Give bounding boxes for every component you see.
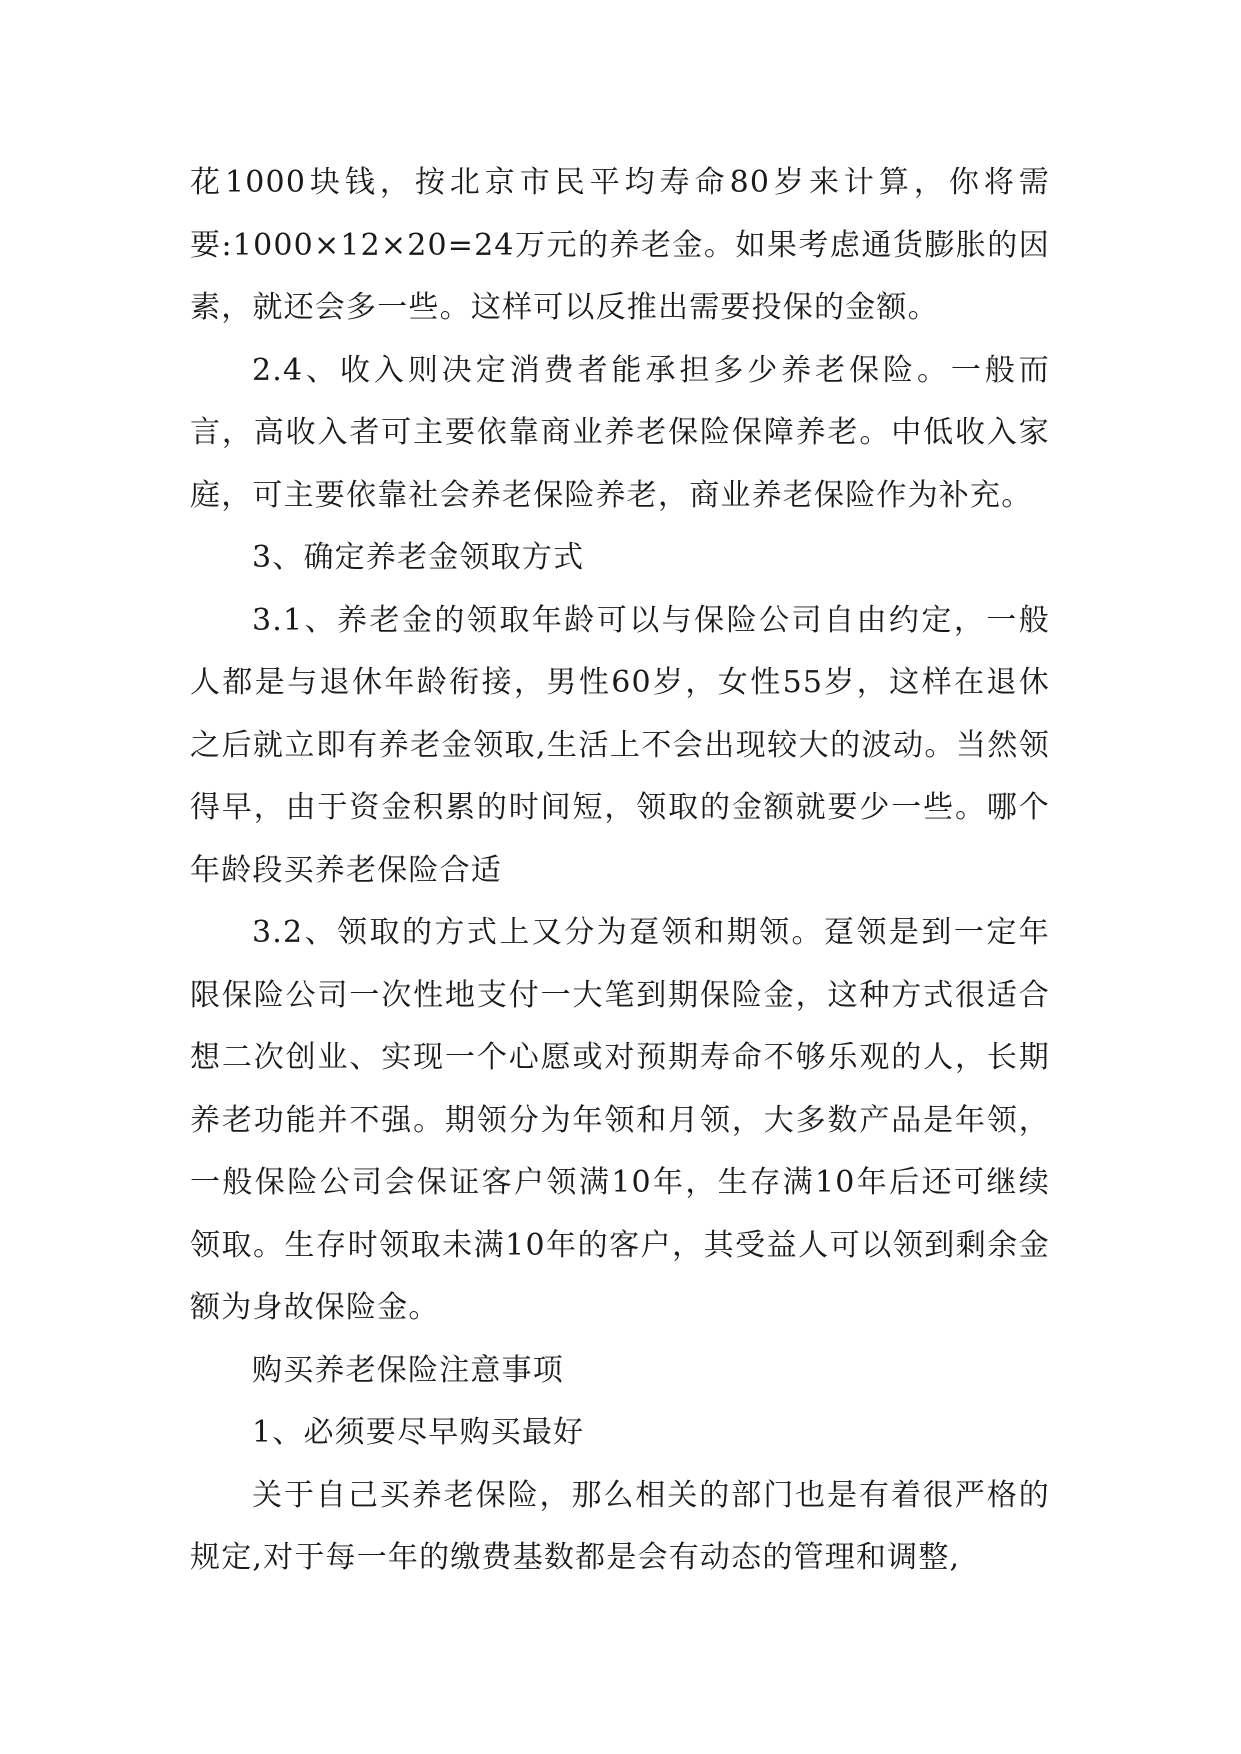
heading-section-3: 3、确定养老金领取方式 bbox=[252, 540, 585, 575]
paragraph-note-1: 关于自己买养老保险，那么相关的部门也是有着很严格的规定,对于每一年的缴费基数都是会有动态的管理和调整, bbox=[190, 1477, 1050, 1575]
heading-note-1: 1、必须要尽早购买最好 bbox=[252, 1415, 585, 1450]
paragraph-section-3-2: 3.2、领取的方式上又分为趸领和期领。趸领是到一定年限保险公司一次性地支付一大笔到期保险金，这种方式很适合想二次创业、实现一个心愿或对预期寿命不够乐观的人，长期养老功能并不强。期领分为年领和月领，大多数产品是年领，一般保险公司会保证客户领满10年，生存满10年后还可继续领取。生存时领取未满10年的客户，其受益人可以领到剩余金额为身故保险金。 bbox=[190, 915, 1050, 1325]
paragraph-pension-amount: 花1000块钱，按北京市民平均寿命80岁来计算，你将需要:1000×12×20=24万元的养老金。如果考虑通货膨胀的因素，就还会多一些。这样可以反推出需要投保的金额。 bbox=[190, 165, 1050, 325]
heading-notes: 购买养老保险注意事项 bbox=[252, 1352, 564, 1388]
paragraph-section-2-4: 2.4、收入则决定消费者能承担多少养老保险。一般而言，高收入者可主要依靠商业养老保险保障养老。中低收入家庭，可主要依靠社会养老保险养老，商业养老保险作为补充。 bbox=[190, 352, 1050, 513]
paragraph-section-3-1: 3.1、养老金的领取年龄可以与保险公司自由约定，一般人都是与退休年龄衔接，男性60岁，女性55岁，这样在退休之后就立即有养老金领取,生活上不会出现较大的波动。当然领得早，由于资金积累的时间短，领取的金额就要少一些。哪个年龄段买养老保险合适 bbox=[190, 602, 1050, 888]
document-body bbox=[190, 152, 1050, 1590]
